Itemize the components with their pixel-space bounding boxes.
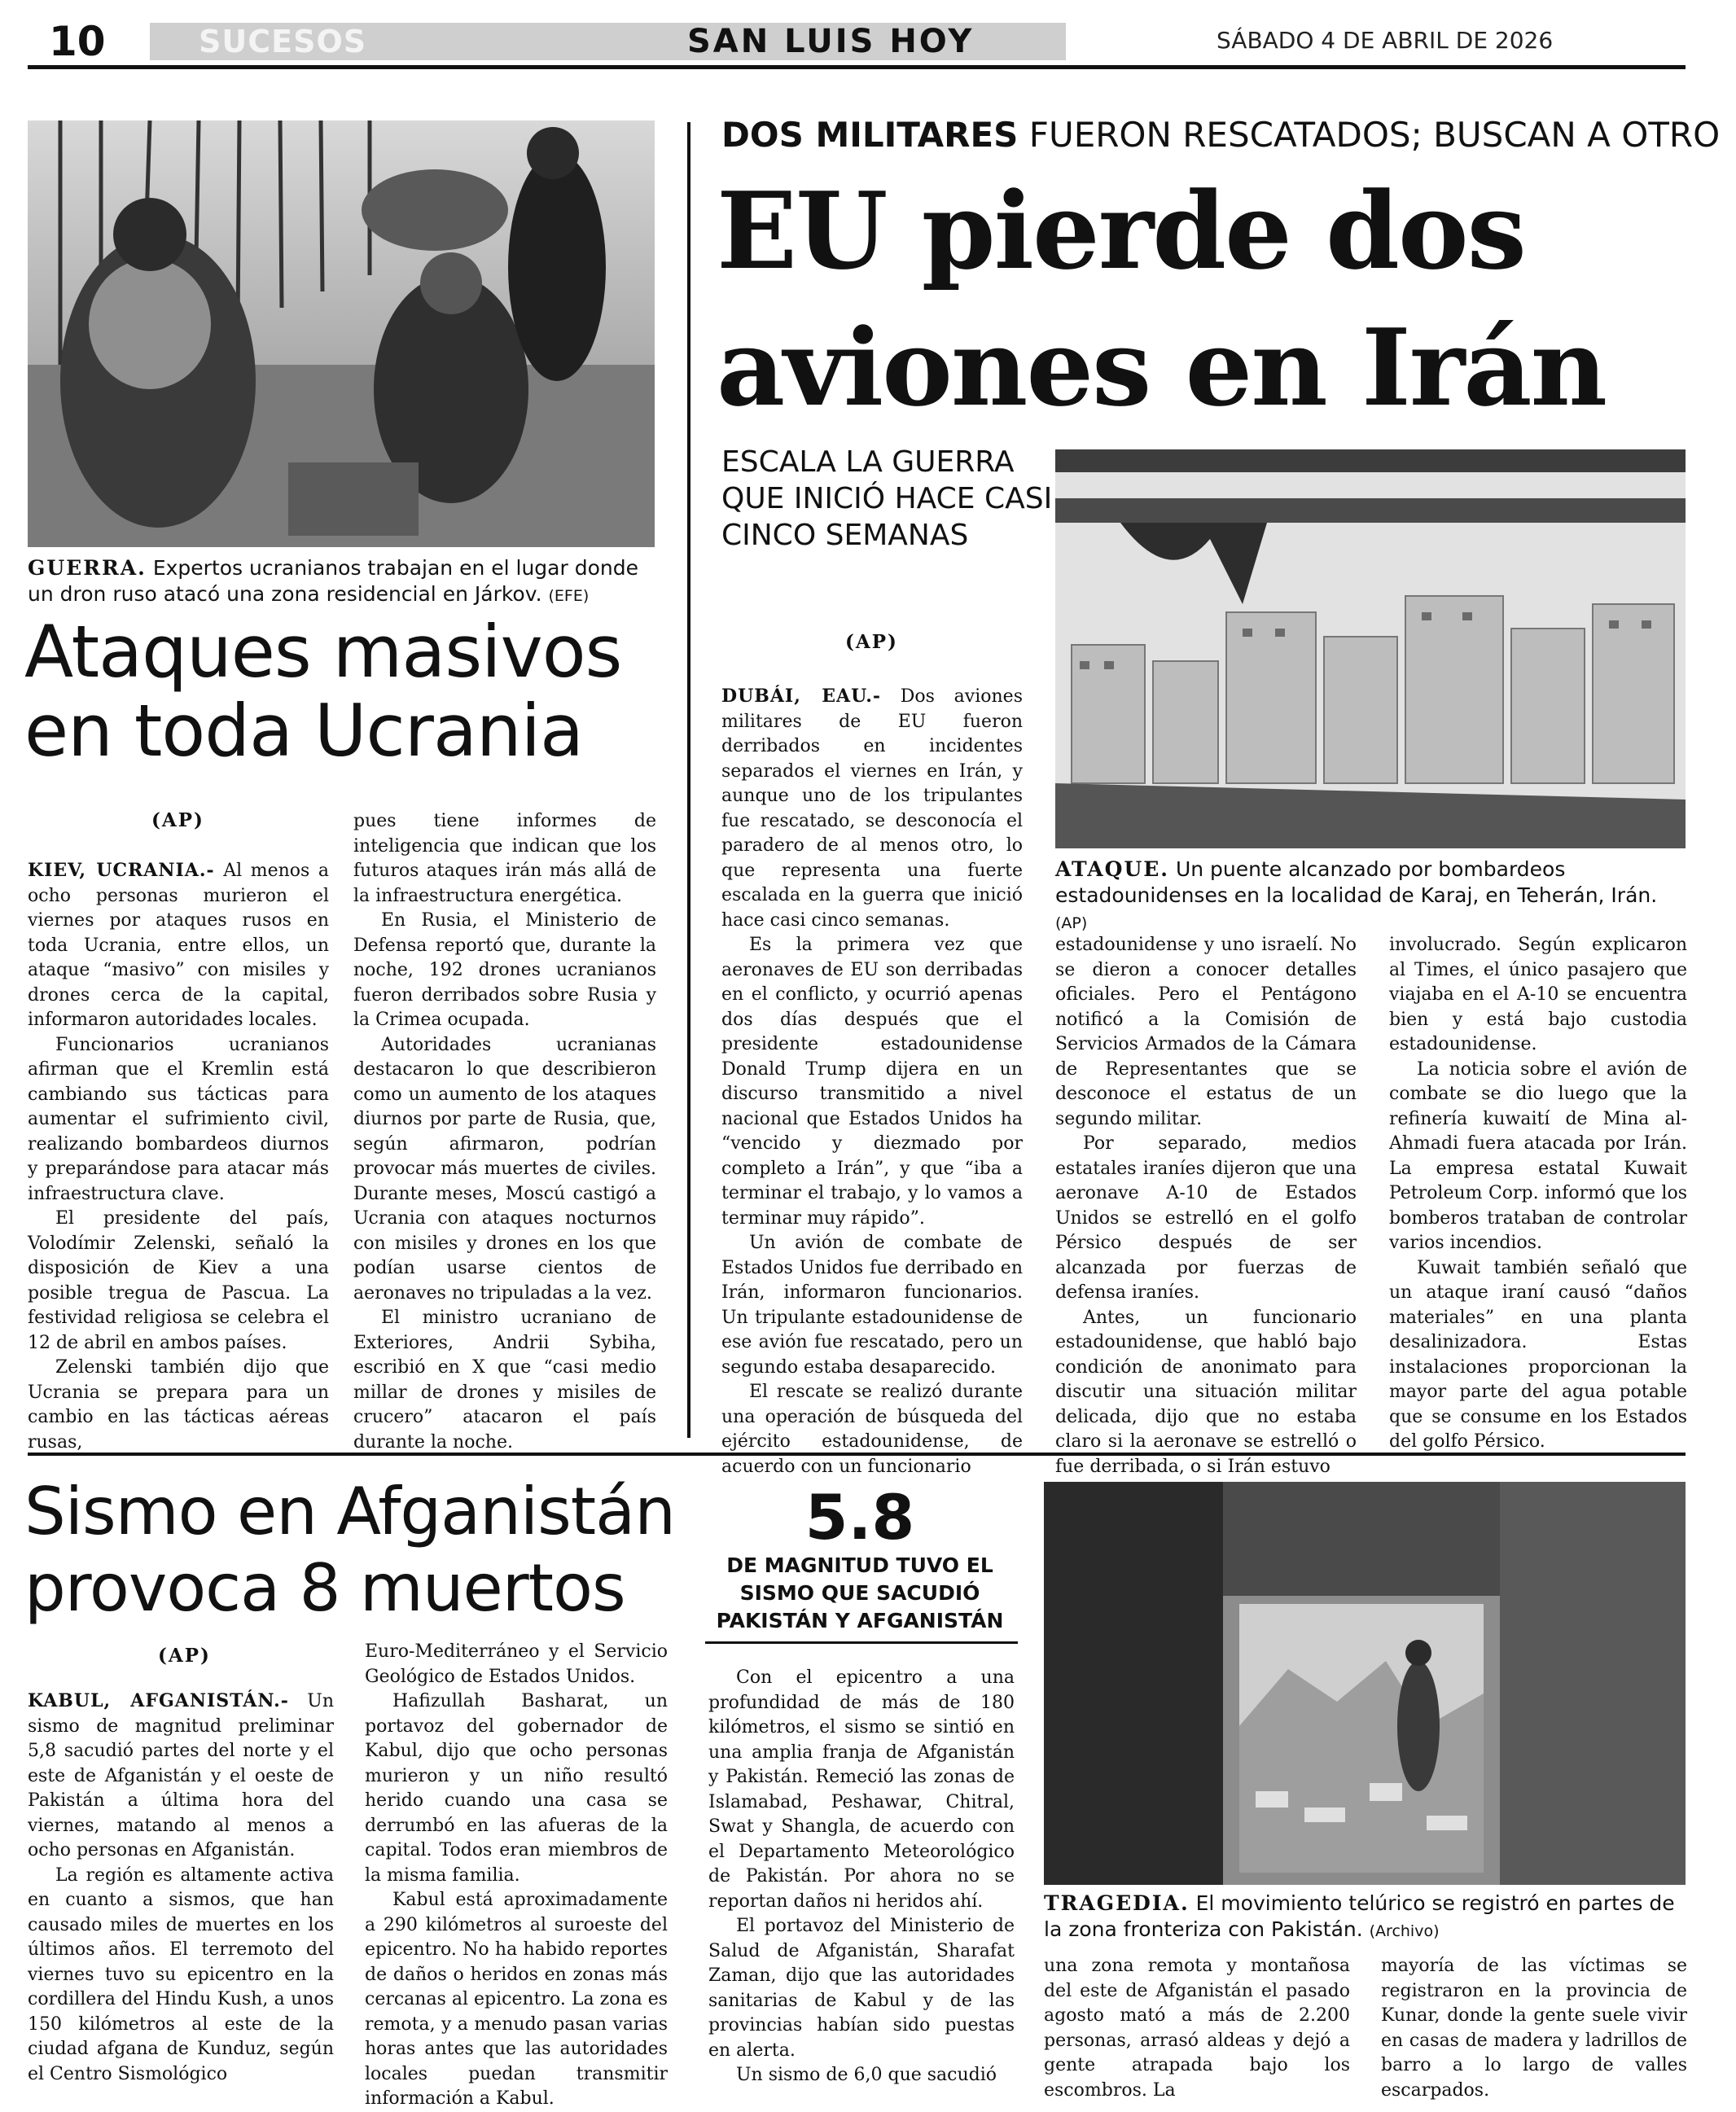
article-paragraph: estadounidense y uno israelí. No se dieron a conocer detalles oficiales. Pero el Pentágono notificó a la Comisión de Servicios Armados de la Cámara de Representantes que se desconoce el estatus de un segundo militar. <box>1055 935 1357 1129</box>
iran-kicker <box>721 112 1720 158</box>
kicker-rest: FUERON RESCATADOS; BUSCAN A OTRO <box>1018 115 1721 155</box>
quake-column-2 <box>365 1640 668 2112</box>
article-paragraph: Es la primera vez que aeronaves de EU son derribadas en el conflicto, y ocurrió apenas dos días después que el presidente estadounidense Donald Trump dijera en un discurso transmitido a nivel nacional que Estados Unidos ha “vencido y diezmado por completo a Irán”, y que “iba a terminar el trabajo, y lo vamos a terminar muy rápido”. <box>721 935 1023 1229</box>
dateline: DUBÁI, EAU.- <box>721 686 882 707</box>
article-paragraph: Euro-Mediterráneo y el Servicio Geológico de Estados Unidos. <box>365 1641 668 1687</box>
article-paragraph: Autoridades ucranianas destacaron lo que describieron como un aumento de los ataques diurnos por parte de Rusia, que, según afirmaron, podrían provocar más muertes de civiles. Durante meses, Moscú castigó a Ucrania con ataques nocturnos con misiles y drones en los que podían usarse cientos de aeronaves no tripuladas a la vez. <box>353 1034 656 1304</box>
article-paragraph: Kabul está aproximadamente a 290 kilómetros al suroeste del epicentro. No ha habido reportes de daños o heridos en zonas más cercanas al epicentro. La zona es remota, y a menudo pasan varias horas antes que las autoridades locales puedan transmitir información a Kabul. <box>365 1890 669 2109</box>
iran-byline: (AP) <box>845 631 898 653</box>
quake-stat-text: DE MAGNITUD TUVO EL SISMO QUE SACUDIÓ PAKISTÁN Y AFGANISTÁN <box>716 1553 1004 1632</box>
article-paragraph: El presidente del país, Volodímir Zelenski, señaló la disposición de Kiev a una posible tregua de Pascua. La festividad religiosa se celebra el 12 de abril en ambos países. <box>28 1208 329 1353</box>
caption-credit: (AP) <box>1055 914 1088 932</box>
article-paragraph: Un sismo de 6,0 que sacudió <box>736 2065 997 2085</box>
iran-column-3 <box>1389 933 1687 1455</box>
iran-column-1 <box>721 684 1023 1479</box>
article-paragraph: La noticia sobre el avión de combate se dio luego que la refinería kuwaití de Mina al-Ahmadi fuera atacada por Irán. La empresa estatal Kuwait Petroleum Corp. informó que los bomberos trataban de controlar varios incendios. <box>1389 1058 1687 1253</box>
section-divider <box>28 1453 1686 1456</box>
article-paragraph: Por separado, medios estatales iraníes dijeron que una aeronave A-10 de Estados Unidos se estrelló en el golfo Pérsico después de ser alcanzada por fuerzas de defensa iraníes. <box>1055 1133 1357 1303</box>
quake-stat-number: 5.8 <box>804 1481 915 1553</box>
dateline: KIEV, UCRANIA.- <box>28 860 215 881</box>
article-paragraph: DUBÁI, EAU.- Dos aviones militares de EU fueron derribados en incidentes separados el viernes en Irán, y aunque uno de los tripulantes fue rescatado, se desconocía el paradero de al menos otro, lo que representa una fuerte escalada en la guerra que inició hace casi cinco semanas. <box>721 686 1023 931</box>
iran-photo-caption <box>1055 857 1690 936</box>
article-paragraph: En Rusia, el Ministerio de Defensa reportó que, durante la noche, 192 drones ucranianos fueron derribados sobre Rusia y la Crimea ocupada. <box>353 910 656 1030</box>
article-paragraph: Un avión de combate de Estados Unidos fue derribado en Irán, informaron funcionarios. Un tripulante estadounidense de ese avión fue rescatado, pero un segundo estaba desaparecido. <box>721 1233 1023 1378</box>
article-paragraph: pues tiene informes de inteligencia que indican que los futuros ataques irán más allá de la infraestructura energética. <box>353 811 656 906</box>
quake-byline: (AP) <box>158 1645 211 1667</box>
article-paragraph: Antes, un funcionario estadounidense, que habló bajo condición de anonimato para discutir una situación militar delicada, dijo que no estaba claro si la aeronave se estrelló o fue derribada, o si Irán estuvo <box>1055 1307 1357 1477</box>
newspaper-name: SAN LUIS HOY <box>687 23 975 60</box>
quake-headline: Sismo en Afganistán provoca 8 muertos <box>24 1474 675 1626</box>
page-header <box>28 18 1686 69</box>
quake-column-3 <box>708 1666 1015 2088</box>
stat-rule <box>705 1641 1018 1644</box>
caption-label: GUERRA. <box>28 556 147 580</box>
section-band <box>150 23 1066 60</box>
iran-headline: EU pierde dos aviones en Irán <box>717 169 1607 430</box>
caption-credit: (EFE) <box>548 587 590 605</box>
article-paragraph: mayoría de las víctimas se registraron en la provincia de Kunar, donde la gente suele vivir en casas de madera y ladrillos de barro a lo largo de valles escarpados. <box>1381 1956 1687 2101</box>
article-paragraph: Con el epicentro a una profundidad de más de 180 kilómetros, el sismo se sintió en una amplia franja de Afganistán y Pakistán. Remeció las zonas de Islamabad, Peshawar, Chitral, Swat y Shangla, de acuerdo con el Departamento Meteorológico de Pakistán. Por ahora no se reportan daños ni heridos ahí. <box>708 1667 1015 1912</box>
section-name: SUCESOS <box>199 24 367 59</box>
caption-credit: (Archivo) <box>1369 1922 1440 1940</box>
quake-column-5 <box>1381 1954 1687 2103</box>
kicker-bold: DOS MILITARES <box>721 115 1019 155</box>
quake-column-4 <box>1044 1954 1350 2103</box>
ukraine-column-1 <box>28 858 329 1455</box>
caption-label: TRAGEDIA. <box>1044 1891 1190 1915</box>
ukraine-headline: Ataques masivos en toda Ucrania <box>24 610 622 773</box>
article-paragraph: La región es altamente activa en cuanto a sismos, que han causado miles de muertes en los últimos años. El terremoto del viernes tuvo su epicentro en la cordillera del Hindu Kush, a unos 150 kilómetros al este de la ciudad afgana de Kunduz, según el Centro Sismológico <box>28 1864 334 2084</box>
quake-column-1 <box>28 1689 334 2087</box>
article-paragraph: Hafizullah Basharat, un portavoz del gobernador de Kabul, dijo que ocho personas murieron y un niño resultó herido cuando una casa se derrumbó en las afueras de la capital. Todos eran miembros de la misma familia. <box>365 1691 668 1886</box>
article-paragraph: involucrado. Según explicaron al Times, el único pasajero que viajaba en el A-10 se encuentra bien y está bajo custodia estadounidense. <box>1389 935 1687 1054</box>
dateline: KABUL, AFGANISTÁN.- <box>28 1690 289 1711</box>
quake-photo-caption <box>1044 1891 1687 1944</box>
caption-text: Expertos ucranianos trabajan en el lugar donde un dron ruso atacó una zona residencial en Járkov. <box>28 556 638 606</box>
article-paragraph: El portavoz del Ministerio de Salud de Afganistán, Sharafat Zaman, dijo que las autoridades sanitarias de Kabul y de las provincias habían sido puestas en alerta. <box>708 1916 1015 2061</box>
iran-column-2 <box>1055 933 1357 1479</box>
caption-text: El movimiento telúrico se registró en partes de la zona fronteriza con Pakistán. <box>1044 1891 1675 1941</box>
article-paragraph: Kuwait también señaló que un ataque iraní causó “daños materiales” en una planta desalinizadora. Estas instalaciones proporcionan la mayor parte del agua potable que se consume en los Estados del golfo Pérsico. <box>1389 1257 1687 1452</box>
quake-photo <box>1044 1482 1686 1885</box>
article-paragraph: El ministro ucraniano de Exteriores, Andrii Sybiha, escribió en X que “casi medio millar de drones y misiles de crucero” atacaron el país durante la noche. <box>353 1308 656 1453</box>
article-paragraph: El rescate se realizó durante una operación de búsqueda del ejército estadounidense, de acuerdo con un funcionario <box>721 1382 1023 1477</box>
ukraine-photo-caption <box>28 555 663 609</box>
issue-date: SÁBADO 4 DE ABRIL DE 2026 <box>1217 27 1554 54</box>
caption-text: Un puente alcanzado por bombardeos estadounidenses en la localidad de Karaj, en Teherán, Irán. <box>1055 857 1658 907</box>
column-divider <box>687 122 690 1438</box>
article-paragraph: KIEV, UCRANIA.- Al menos a ocho personas murieron el viernes por ataques rusos en toda Ucrania, entre ellos, un ataque “masivo” con misiles y drones cerca de la capital, informaron autoridades locales. <box>28 860 329 1030</box>
ukraine-photo <box>28 120 655 547</box>
article-paragraph: KABUL, AFGANISTÁN.- Un sismo de magnitud preliminar 5,8 sacudió partes del norte y el este de Afganistán y el oeste de Pakistán a última hora del viernes, matando al menos a ocho personas en Afganistán. <box>28 1690 334 1860</box>
ukraine-byline: (AP) <box>151 809 204 831</box>
caption-label: ATAQUE. <box>1055 857 1170 881</box>
article-paragraph: una zona remota y montañosa del este de Afganistán el pasado agosto mató a más de 2.200 personas, arrasó aldeas y dejó a gente atrapada bajo los escombros. La <box>1044 1956 1350 2101</box>
page-number: 10 <box>28 18 150 65</box>
ukraine-column-2 <box>353 809 656 1455</box>
iran-subhead: ESCALA LA GUERRA QUE INICIÓ HACE CASI CINCO SEMANAS <box>721 445 1053 552</box>
article-paragraph: Zelenski también dijo que Ucrania se prepara para un cambio en las tácticas aéreas rusas, <box>28 1357 329 1453</box>
article-paragraph: Funcionarios ucranianos afirman que el Kremlin está cambiando sus tácticas para aumentar el sufrimiento civil, realizando bombardeos diurnos y preparándose para atacar más infraestructura clave. <box>28 1034 329 1204</box>
iran-photo <box>1055 449 1686 848</box>
